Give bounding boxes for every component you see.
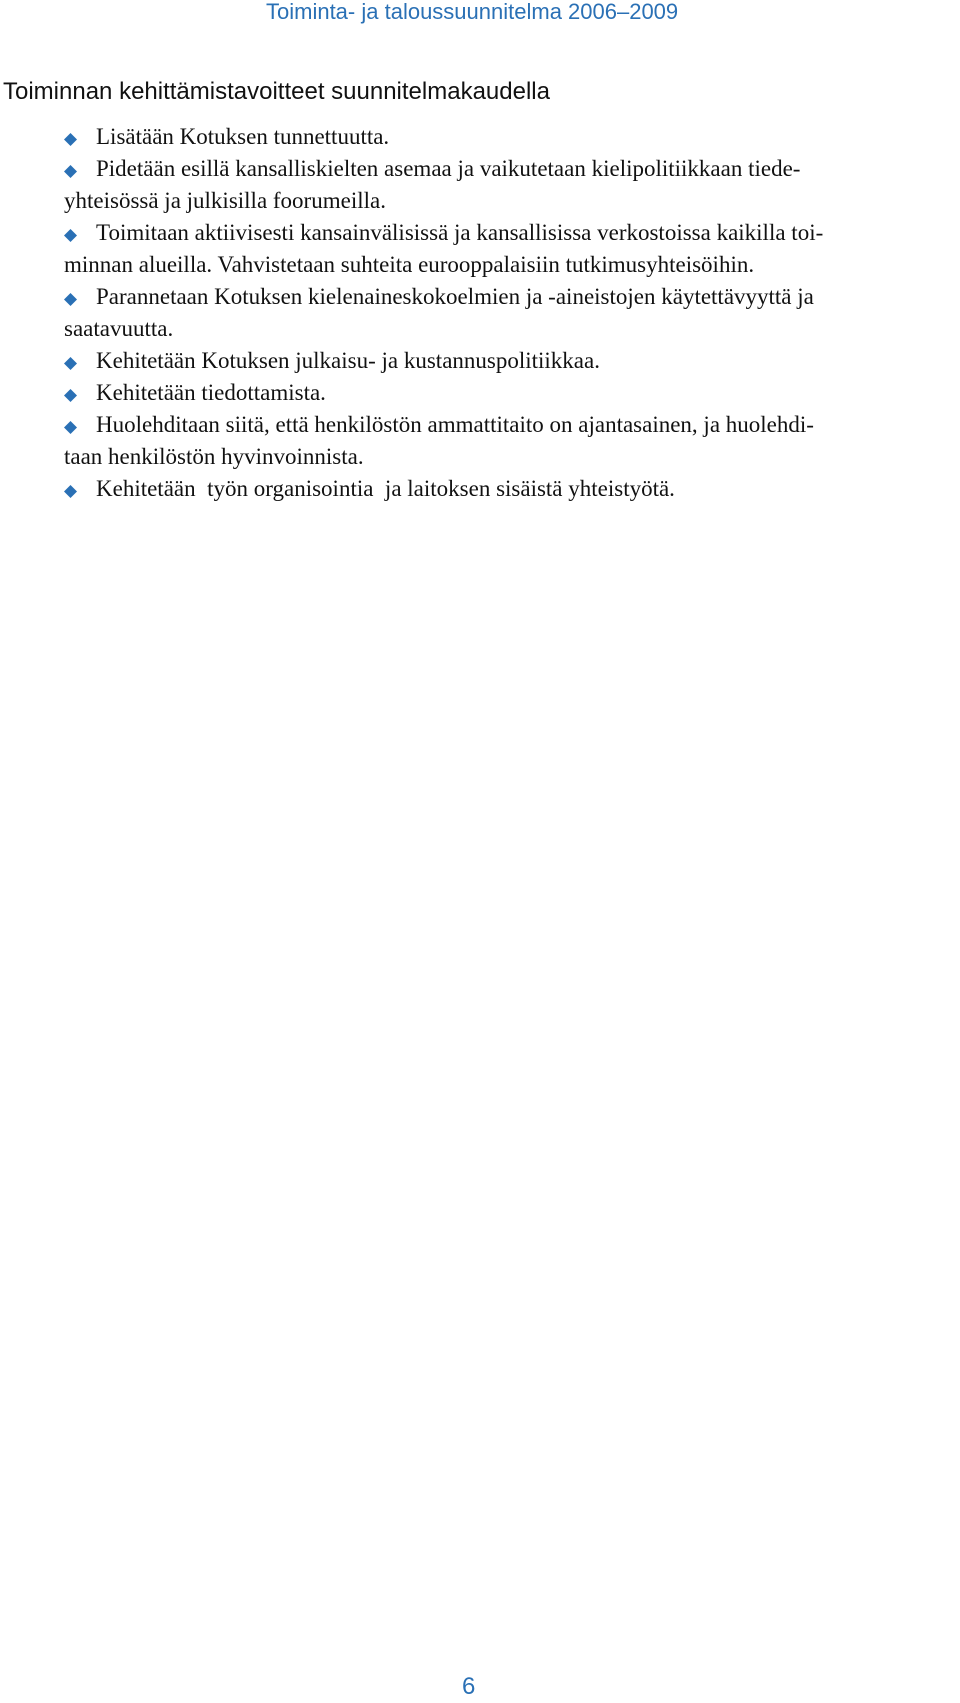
diamond-bullet-icon: [64, 389, 77, 402]
section-heading: Toiminnan kehittämistavoitteet suunnitelmakaudella: [3, 78, 550, 105]
goal-text-line-2: taan henkilöstön hyvinvoinnista.: [64, 444, 364, 469]
list-item: [64, 345, 930, 377]
diamond-bullet-icon: [64, 133, 77, 146]
diamond-bullet-icon: [64, 357, 77, 370]
goal-text-line-1: Pidetään esillä kansalliskielten asemaa ja vaikutetaan kielipolitiikkaan tiede-: [96, 156, 801, 181]
goal-text-line-1: Kehitetään työn organisointia ja laitoksen sisäistä yhteistyötä.: [96, 476, 675, 501]
goal-text-line-2: saatavuutta.: [64, 316, 174, 341]
list-item: [64, 409, 930, 473]
diamond-bullet-icon: [64, 229, 77, 242]
diamond-bullet-icon: [64, 165, 77, 178]
list-item: [64, 377, 930, 409]
goal-text-line-1: Lisätään Kotuksen tunnettuutta.: [96, 124, 390, 149]
diamond-bullet-icon: [64, 421, 77, 434]
page-number: 6: [462, 1673, 476, 1700]
list-item: [64, 217, 930, 281]
goal-text-line-2: yhteisössä ja julkisilla foorumeilla.: [64, 188, 386, 213]
list-item: [64, 153, 930, 217]
goal-text-line-1: Toimitaan aktiivisesti kansainvälisissä ja kansallisissa verkostoissa kaikilla toi-: [96, 220, 824, 245]
list-item: [64, 473, 930, 505]
goal-text-line-2: minnan alueilla. Vahvistetaan suhteita eurooppalaisiin tutkimusyhteisöihin.: [64, 252, 755, 277]
goal-list: [64, 121, 930, 505]
diamond-bullet-icon: [64, 485, 77, 498]
diamond-bullet-icon: [64, 293, 77, 306]
list-item: [64, 281, 930, 345]
list-item: [64, 121, 930, 153]
goal-text-line-1: Kehitetään Kotuksen julkaisu- ja kustannuspolitiikkaa.: [96, 348, 600, 373]
running-header: Toiminta- ja taloussuunnitelma 2006–2009: [266, 0, 679, 24]
goal-text-line-1: Parannetaan Kotuksen kielenaineskokoelmien ja -aineistojen käytettävyyttä ja: [96, 284, 814, 309]
goal-text-line-1: Kehitetään tiedottamista.: [96, 380, 326, 405]
goal-text-line-1: Huolehditaan siitä, että henkilöstön ammattitaito on ajantasainen, ja huolehdi-: [96, 412, 814, 437]
